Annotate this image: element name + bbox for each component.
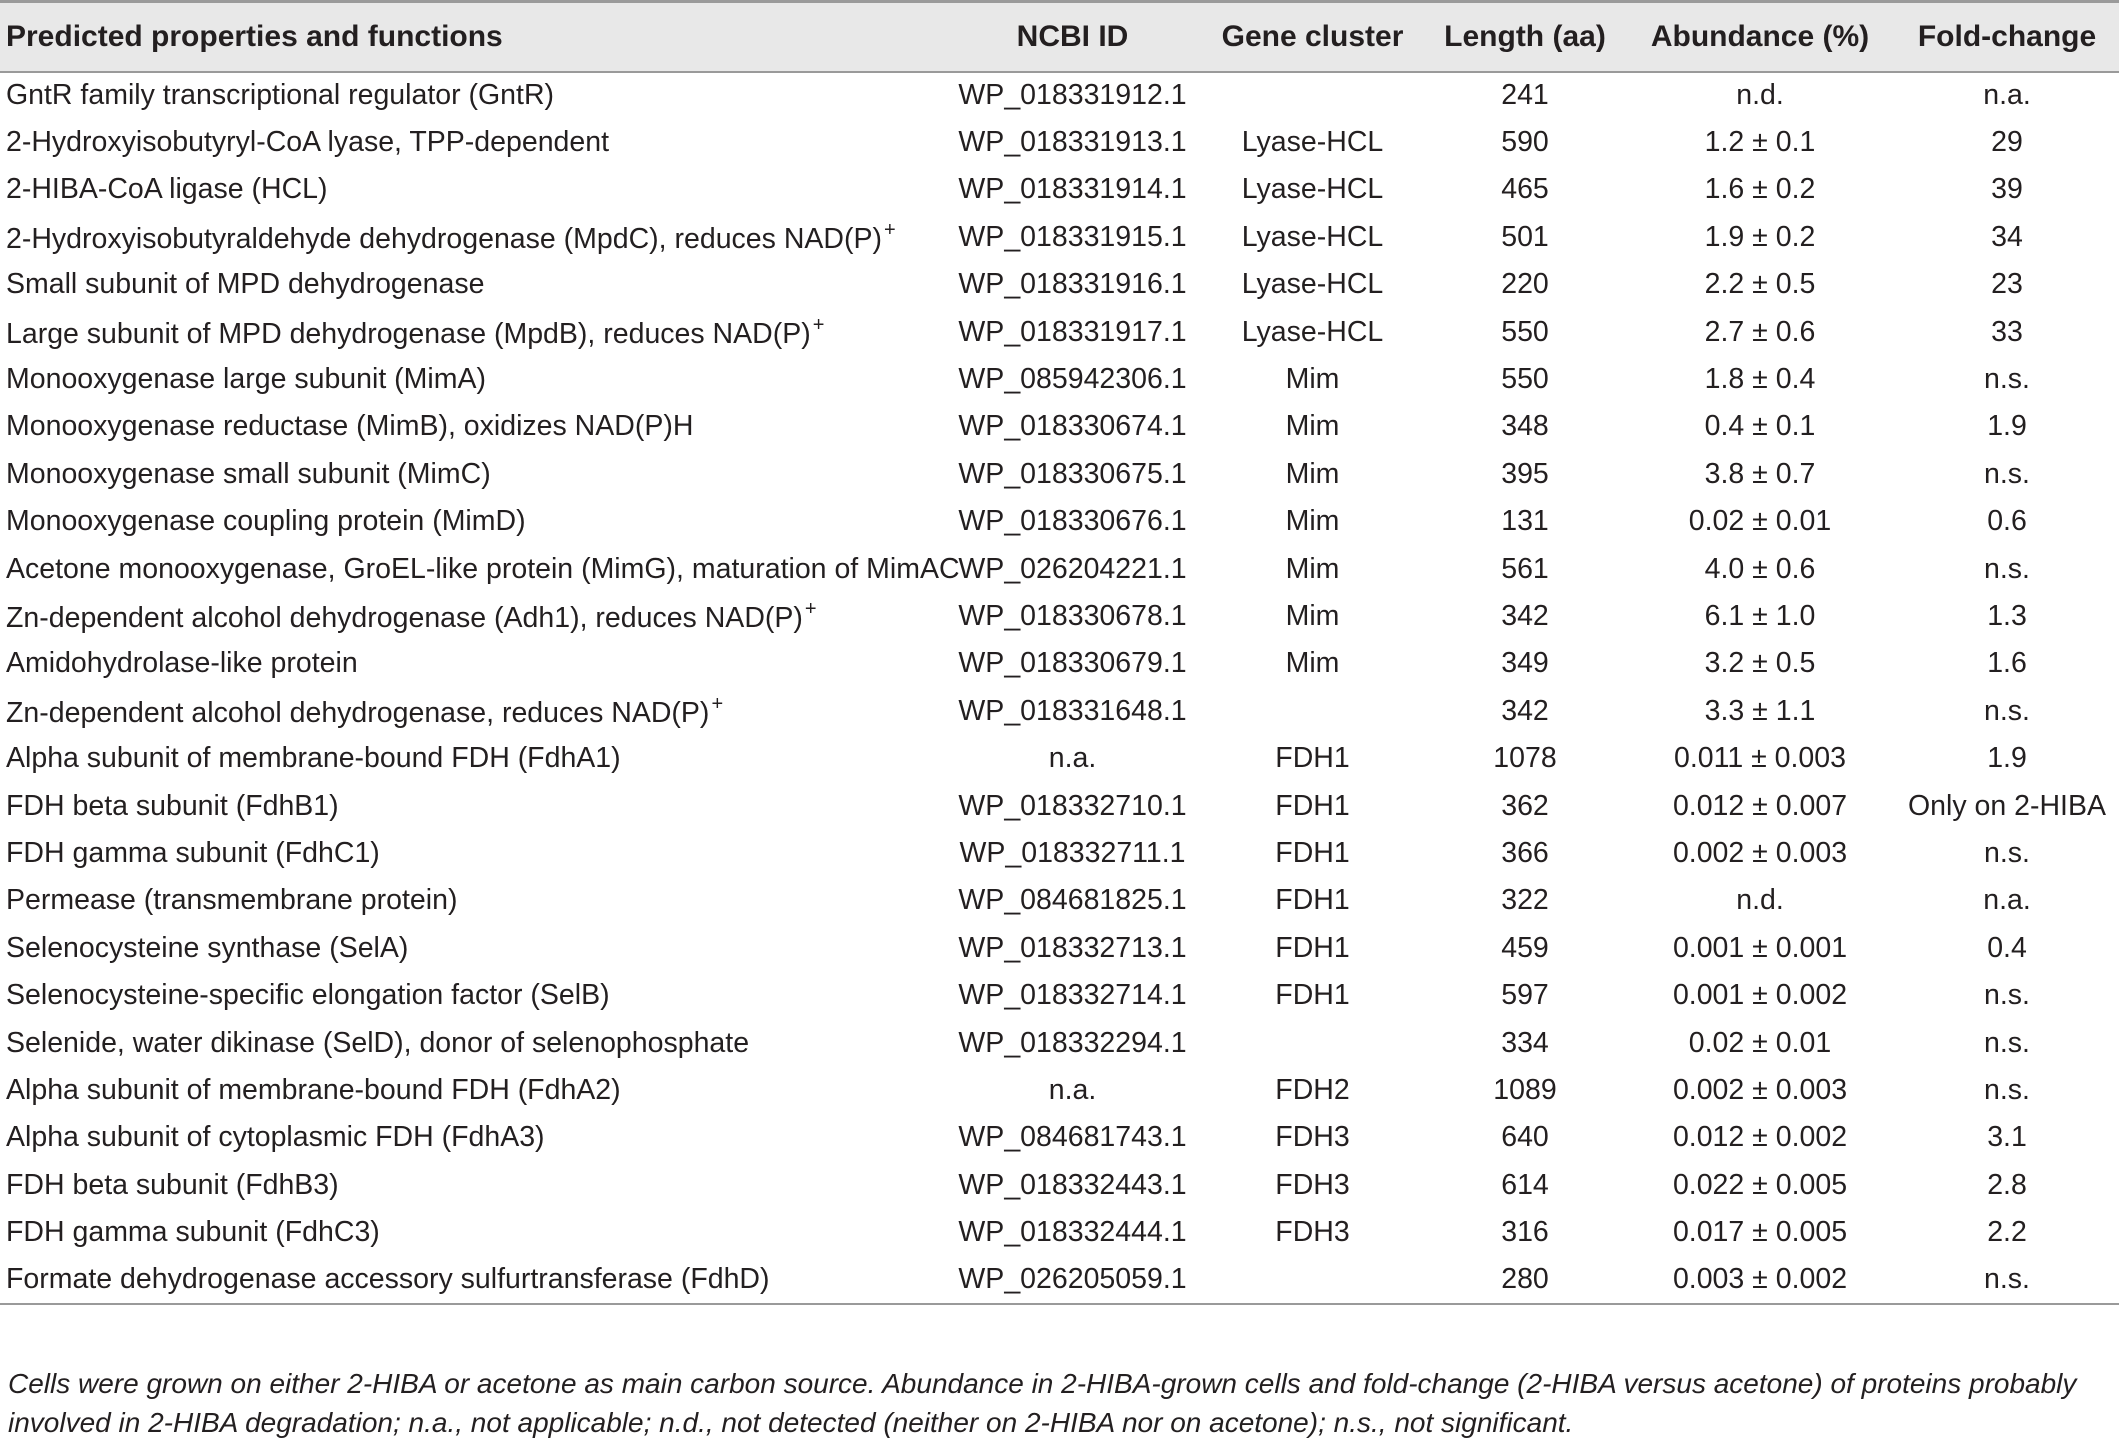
table-row <box>0 261 2119 308</box>
cell-gene-cluster: Mim <box>1285 410 1340 443</box>
table-row <box>0 1256 2119 1303</box>
cell-ncbi-id: WP_018330674.1 <box>958 410 1187 443</box>
cell-function <box>0 1067 945 1114</box>
function-text: Alpha subunit of membrane-bound FDH (FdhA1) <box>6 742 621 775</box>
cell-fold-change: 0.6 <box>1987 505 2027 538</box>
cell-abundance: 0.022 ± 0.005 <box>1672 1168 1848 1201</box>
cell-length: 459 <box>1501 931 1549 964</box>
cell-ncbi-id: WP_018332714.1 <box>958 979 1187 1012</box>
table-row <box>0 782 2119 829</box>
superscript-plus: + <box>884 218 896 241</box>
table-row <box>0 830 2119 877</box>
cell-ncbi-id: WP_018331915.1 <box>958 220 1187 253</box>
function-text: Monooxygenase large subunit (MimA) <box>6 363 486 396</box>
table-row <box>0 1161 2119 1208</box>
function-text: FDH beta subunit (FdhB3) <box>6 1168 339 1201</box>
cell-gene-cluster: Lyase-HCL <box>1241 268 1384 301</box>
cell-length: 614 <box>1501 1168 1549 1201</box>
cell-ncbi-id: WP_018331914.1 <box>958 173 1187 206</box>
cell-length: 334 <box>1501 1026 1549 1059</box>
cell-function <box>0 545 960 592</box>
cell-length: 362 <box>1501 789 1549 822</box>
cell-gene-cluster <box>1200 72 1425 119</box>
cell-gene-cluster <box>1200 1256 1425 1303</box>
cell-abundance: 0.02 ± 0.01 <box>1688 1026 1832 1059</box>
cell-gene-cluster: FDH1 <box>1275 884 1350 917</box>
cell-abundance: 0.001 ± 0.002 <box>1672 979 1848 1012</box>
cell-ncbi-id: WP_084681743.1 <box>958 1121 1187 1154</box>
cell-gene-cluster: Mim <box>1285 599 1340 632</box>
table-row <box>0 451 2119 498</box>
cell-abundance: 0.4 ± 0.1 <box>1704 410 1816 443</box>
cell-ncbi-id: WP_018330679.1 <box>958 647 1187 680</box>
function-text: Selenocysteine synthase (SelA) <box>6 931 409 964</box>
table-row <box>0 498 2119 545</box>
cell-abundance: 0.002 ± 0.003 <box>1672 1073 1848 1106</box>
cell-gene-cluster: Mim <box>1285 363 1340 396</box>
cell-gene-cluster: FDH1 <box>1275 789 1350 822</box>
cell-ncbi-id: WP_084681825.1 <box>958 884 1187 917</box>
cell-ncbi-id: WP_018330676.1 <box>958 505 1187 538</box>
cell-length: 590 <box>1501 126 1549 159</box>
cell-fold-change: 3.1 <box>1987 1121 2027 1154</box>
cell-function <box>0 166 945 213</box>
cell-fold-change: 33 <box>1991 315 2023 348</box>
function-text: GntR family transcriptional regulator (GntR) <box>6 79 555 112</box>
function-text: Selenide, water dikinase (SelD), donor of selenophosphate <box>6 1026 750 1059</box>
table-body <box>0 72 2119 1304</box>
header-abundance: Abundance (%) <box>1625 2 1895 72</box>
cell-fold-change: n.s. <box>1984 1073 2030 1106</box>
function-text: Alpha subunit of membrane-bound FDH (FdhA2) <box>6 1073 621 1106</box>
cell-ncbi-id: WP_026204221.1 <box>958 552 1187 585</box>
function-text: Amidohydrolase-like protein <box>6 647 358 680</box>
table-row <box>0 166 2119 213</box>
table-row <box>0 593 2119 640</box>
cell-abundance: 0.017 ± 0.005 <box>1672 1216 1848 1249</box>
cell-ncbi-id: n.a. <box>1048 1073 1097 1106</box>
cell-fold-change: n.s. <box>1984 457 2030 490</box>
cell-fold-change: 1.9 <box>1987 742 2027 775</box>
header-gene-cluster: Gene cluster <box>1200 2 1425 72</box>
cell-length: 465 <box>1501 173 1549 206</box>
cell-length: 241 <box>1501 79 1549 112</box>
cell-ncbi-id: WP_018332711.1 <box>959 836 1186 869</box>
cell-fold-change: n.s. <box>1895 1256 2119 1303</box>
superscript-plus: + <box>711 692 724 715</box>
cell-ncbi-id: n.a. <box>1048 742 1097 775</box>
cell-fold-change: n.s. <box>1984 1026 2030 1059</box>
cell-function <box>0 640 945 687</box>
function-text: Zn-dependent alcohol dehydrogenase (Adh1), reduces NAD(P) <box>6 601 803 634</box>
cell-abundance: 3.8 ± 0.7 <box>1704 457 1816 490</box>
cell-abundance: 0.02 ± 0.01 <box>1688 505 1832 538</box>
cell-length: 220 <box>1501 268 1549 301</box>
cell-ncbi-id: WP_018332444.1 <box>958 1216 1187 1249</box>
cell-function <box>0 214 945 261</box>
cell-abundance: 4.0 ± 0.6 <box>1704 552 1816 585</box>
table-row <box>0 1114 2119 1161</box>
cell-gene-cluster: Mim <box>1285 647 1340 680</box>
cell-abundance: n.d. <box>1736 79 1784 112</box>
cell-abundance: 1.8 ± 0.4 <box>1704 363 1816 396</box>
cell-ncbi-id: WP_018330678.1 <box>958 599 1187 632</box>
cell-length: 597 <box>1501 979 1549 1012</box>
cell-gene-cluster <box>1200 688 1425 735</box>
cell-length: 131 <box>1501 505 1549 538</box>
function-text: Monooxygenase reductase (MimB), oxidizes NAD(P)H <box>6 410 694 443</box>
table-row <box>0 119 2119 166</box>
cell-length: 342 <box>1501 694 1549 727</box>
table-row <box>0 403 2119 450</box>
cell-fold-change: n.s. <box>1984 552 2030 585</box>
cell-function <box>0 593 945 640</box>
cell-gene-cluster: Mim <box>1285 552 1340 585</box>
cell-function <box>0 403 945 450</box>
cell-function <box>0 925 945 972</box>
cell-function <box>0 782 945 829</box>
cell-ncbi-id: WP_018331916.1 <box>958 268 1187 301</box>
cell-function <box>0 830 945 877</box>
cell-function <box>0 877 945 924</box>
table-row <box>0 356 2119 403</box>
cell-gene-cluster <box>1200 1019 1425 1066</box>
function-text: Formate dehydrogenase accessory sulfurtransferase (FdhD) <box>6 1262 770 1295</box>
header-length: Length (aa) <box>1425 2 1625 72</box>
table-footnote: Cells were grown on either 2-HIBA or acetone as main carbon source. Abundance in 2-HIBA-grown cells and fold-change (2-HIBA versus acetone) of proteins probably involved in 2-HIBA degradation; n.a., not applicable; n.d., not detected (neither on 2-HIBA nor on acetone); n.s., not significant. <box>8 1368 2077 1438</box>
cell-gene-cluster: Lyase-HCL <box>1241 126 1384 159</box>
cell-length: 1089 <box>1493 1073 1557 1106</box>
cell-fold-change: n.a. <box>1983 79 2031 112</box>
cell-gene-cluster: FDH2 <box>1275 1073 1350 1106</box>
function-text: Zn-dependent alcohol dehydrogenase, reduces NAD(P) <box>6 696 710 729</box>
cell-ncbi-id: WP_018331912.1 <box>958 79 1187 112</box>
cell-length: 280 <box>1425 1256 1625 1303</box>
header-function: Predicted properties and functions <box>0 2 945 72</box>
function-text: Acetone monooxygenase, GroEL-like protein (MimG), maturation of MimAC <box>6 552 960 585</box>
cell-abundance: 0.003 ± 0.002 <box>1625 1256 1895 1303</box>
cell-fold-change: 2.8 <box>1987 1168 2027 1201</box>
cell-length: 395 <box>1501 457 1549 490</box>
table-row <box>0 925 2119 972</box>
cell-length: 550 <box>1501 363 1549 396</box>
cell-function <box>0 451 945 498</box>
table-row <box>0 640 2119 687</box>
cell-ncbi-id: WP_018332443.1 <box>958 1168 1187 1201</box>
function-text: Monooxygenase coupling protein (MimD) <box>6 505 526 538</box>
cell-gene-cluster: FDH1 <box>1275 836 1350 869</box>
cell-length: 561 <box>1501 552 1549 585</box>
table-row <box>0 308 2119 355</box>
cell-abundance: 2.7 ± 0.6 <box>1704 315 1816 348</box>
cell-abundance: 0.001 ± 0.001 <box>1672 931 1848 964</box>
cell-length: 1078 <box>1493 742 1557 775</box>
cell-gene-cluster: FDH3 <box>1275 1168 1350 1201</box>
function-text: Large subunit of MPD dehydrogenase (MpdB), reduces NAD(P) <box>6 317 811 350</box>
function-text: 2-HIBA-CoA ligase (HCL) <box>6 173 328 206</box>
cell-function <box>0 119 945 166</box>
table-header <box>0 2 2119 72</box>
cell-length: 349 <box>1501 647 1549 680</box>
cell-fold-change: 2.2 <box>1987 1216 2027 1249</box>
cell-abundance: 2.2 ± 0.5 <box>1704 268 1816 301</box>
cell-fold-change: 1.3 <box>1987 599 2027 632</box>
cell-abundance: 0.011 ± 0.003 <box>1673 742 1846 775</box>
cell-function <box>0 1114 945 1161</box>
cell-function <box>0 1161 945 1208</box>
cell-gene-cluster: FDH1 <box>1275 979 1350 1012</box>
cell-length: 342 <box>1501 599 1549 632</box>
table-row <box>0 972 2119 1019</box>
table-row <box>0 1019 2119 1066</box>
cell-gene-cluster: FDH3 <box>1275 1121 1350 1154</box>
cell-length: 322 <box>1501 884 1549 917</box>
cell-function <box>0 972 945 1019</box>
cell-abundance: 0.012 ± 0.007 <box>1672 789 1848 822</box>
function-text: Permease (transmembrane protein) <box>6 884 458 917</box>
cell-function <box>0 1256 945 1303</box>
superscript-plus: + <box>812 313 825 336</box>
cell-function <box>0 261 945 308</box>
cell-ncbi-id: WP_018332294.1 <box>958 1026 1187 1059</box>
cell-function <box>0 308 945 355</box>
cell-function <box>0 688 945 735</box>
cell-length: 501 <box>1501 220 1549 253</box>
cell-fold-change: n.s. <box>1984 363 2030 396</box>
table-row <box>0 72 2119 119</box>
cell-function <box>0 498 945 545</box>
cell-fold-change: 1.6 <box>1987 647 2027 680</box>
cell-abundance: 0.012 ± 0.002 <box>1672 1121 1848 1154</box>
cell-length: 550 <box>1501 315 1549 348</box>
cell-function <box>0 1209 945 1256</box>
header-ncbi-id: NCBI ID <box>945 2 1200 72</box>
cell-ncbi-id: WP_018331917.1 <box>958 315 1187 348</box>
cell-gene-cluster: Mim <box>1285 505 1340 538</box>
cell-function <box>0 1019 945 1066</box>
cell-gene-cluster: FDH1 <box>1275 931 1350 964</box>
function-text: FDH beta subunit (FdhB1) <box>6 789 339 822</box>
function-text: FDH gamma subunit (FdhC3) <box>6 1216 380 1249</box>
table-row <box>0 735 2119 782</box>
cell-gene-cluster: FDH3 <box>1275 1216 1350 1249</box>
cell-fold-change: 23 <box>1991 268 2023 301</box>
function-text: Small subunit of MPD dehydrogenase <box>6 268 485 301</box>
cell-ncbi-id: WP_018330675.1 <box>958 457 1187 490</box>
cell-gene-cluster: Lyase-HCL <box>1241 220 1384 253</box>
table-row <box>0 1209 2119 1256</box>
cell-abundance: 1.2 ± 0.1 <box>1704 126 1816 159</box>
cell-fold-change: 29 <box>1991 126 2023 159</box>
table-row <box>0 1067 2119 1114</box>
table-row <box>0 688 2119 735</box>
cell-abundance: 3.2 ± 0.5 <box>1704 647 1816 680</box>
cell-gene-cluster: Mim <box>1285 457 1340 490</box>
function-text: 2-Hydroxyisobutyraldehyde dehydrogenase (MpdC), reduces NAD(P) <box>6 222 882 255</box>
function-text: Monooxygenase small subunit (MimC) <box>6 457 491 490</box>
table-row <box>0 877 2119 924</box>
cell-gene-cluster: Lyase-HCL <box>1241 315 1384 348</box>
cell-fold-change: 34 <box>1991 220 2023 253</box>
cell-ncbi-id: WP_018332713.1 <box>958 931 1187 964</box>
cell-fold-change: 0.4 <box>1987 931 2027 964</box>
cell-abundance: 1.9 ± 0.2 <box>1704 220 1816 253</box>
cell-function <box>0 72 945 119</box>
cell-abundance: 1.6 ± 0.2 <box>1704 173 1816 206</box>
cell-ncbi-id: WP_026205059.1 <box>945 1256 1200 1303</box>
function-text: Selenocysteine-specific elongation factor (SelB) <box>6 979 610 1012</box>
cell-fold-change: n.a. <box>1983 884 2031 917</box>
cell-fold-change: Only on 2-HIBA <box>1908 789 2106 822</box>
cell-gene-cluster: FDH1 <box>1275 742 1350 775</box>
cell-gene-cluster: Lyase-HCL <box>1241 173 1384 206</box>
cell-length: 316 <box>1501 1216 1549 1249</box>
cell-abundance: 3.3 ± 1.1 <box>1704 694 1816 727</box>
function-text: FDH gamma subunit (FdhC1) <box>6 836 380 869</box>
cell-ncbi-id: WP_018331913.1 <box>958 126 1187 159</box>
cell-abundance: n.d. <box>1736 884 1784 917</box>
cell-function <box>0 356 945 403</box>
cell-fold-change: n.s. <box>1984 979 2030 1012</box>
header-fold-change: Fold-change <box>1895 2 2119 72</box>
header-row <box>0 2 2119 72</box>
cell-ncbi-id: WP_018331648.1 <box>958 694 1187 727</box>
table-row <box>0 545 2119 592</box>
cell-fold-change: n.s. <box>1984 836 2030 869</box>
cell-fold-change: n.s. <box>1984 694 2030 727</box>
cell-ncbi-id: WP_085942306.1 <box>958 363 1187 396</box>
function-text: Alpha subunit of cytoplasmic FDH (FdhA3) <box>6 1121 545 1154</box>
cell-abundance: 6.1 ± 1.0 <box>1704 599 1816 632</box>
cell-length: 348 <box>1501 410 1549 443</box>
cell-ncbi-id: WP_018332710.1 <box>958 789 1187 822</box>
cell-fold-change: 39 <box>1991 173 2023 206</box>
superscript-plus: + <box>804 597 817 620</box>
cell-length: 366 <box>1501 836 1549 869</box>
table-row <box>0 214 2119 261</box>
cell-abundance: 0.002 ± 0.003 <box>1672 836 1848 869</box>
cell-function <box>0 735 945 782</box>
cell-fold-change: 1.9 <box>1987 410 2027 443</box>
cell-length: 640 <box>1501 1121 1549 1154</box>
function-text: 2-Hydroxyisobutyryl-CoA lyase, TPP-dependent <box>6 126 610 159</box>
